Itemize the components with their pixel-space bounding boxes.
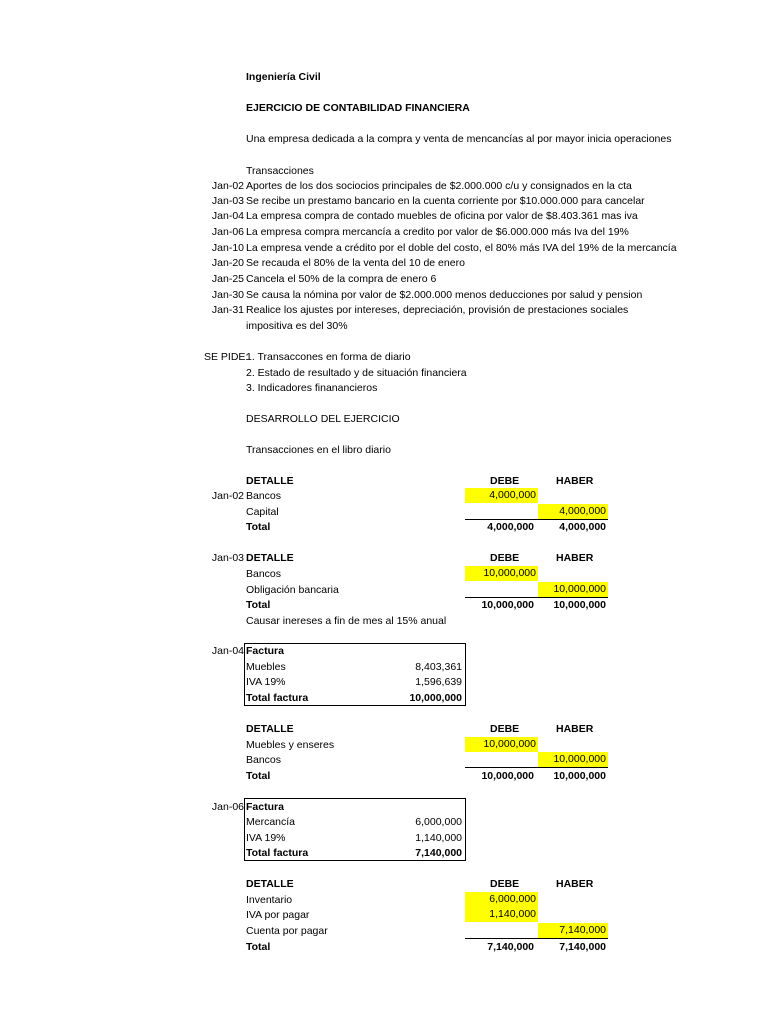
journal-date: Jan-02	[211, 490, 244, 502]
haber-amount: 7,140,000	[538, 923, 608, 938]
haber-amount: 10,000,000	[538, 752, 608, 767]
total-debe: 7,140,000	[487, 941, 534, 953]
desarrollo-heading: DESARROLLO DEL EJERCICIO	[246, 413, 400, 425]
haber-amount: 4,000,000	[538, 504, 608, 519]
tx-text: Aportes de los dos sociocios principales de $2.000.000 c/u y consignados en la cta	[246, 180, 632, 192]
tx-text-cont: impositiva es del 30%	[246, 320, 348, 332]
account-label: Bancos	[246, 490, 282, 502]
transactions-heading: Transacciones	[246, 165, 314, 177]
tx-date: Jan-03	[211, 195, 244, 207]
detalle-header: DETALLE	[246, 878, 294, 890]
account-label: IVA por pagar	[246, 909, 310, 921]
course-title: Ingeniería Civil	[246, 71, 321, 83]
exercise-title: EJERCICIO DE CONTABILIDAD FINANCIERA	[246, 102, 470, 114]
total-debe: 10,000,000	[481, 770, 534, 782]
se-pide-label: SE PIDE:	[204, 351, 249, 363]
total-haber: 10,000,000	[553, 770, 606, 782]
total-label: Total	[246, 941, 271, 953]
factura-title: Factura	[246, 801, 284, 813]
factura-item-label: IVA 19%	[246, 832, 286, 844]
tx-text: Se recibe un prestamo bancario en la cuenta corriente por $10.000.000 para cancelar	[246, 195, 645, 207]
factura-item-label: IVA 19%	[246, 676, 286, 688]
haber-amount: 10,000,000	[538, 582, 608, 597]
intro-text: Una empresa dedicada a la compra y venta de mencancías al por mayor inicia operaciones	[246, 133, 672, 145]
total-debe: 4,000,000	[487, 521, 534, 533]
haber-header: HABER	[556, 878, 594, 890]
journal-note: Causar inereses a fin de mes al 15% anual	[246, 615, 447, 627]
tx-text: Se recauda el 80% de la venta del 10 de enero	[246, 257, 465, 269]
account-label: Obligación bancaria	[246, 584, 339, 596]
account-label: Capital	[246, 506, 279, 518]
haber-header: HABER	[556, 475, 594, 487]
account-label: Cuenta por pagar	[246, 925, 328, 937]
total-haber: 10,000,000	[553, 599, 606, 611]
factura-item-label: Muebles	[246, 661, 286, 673]
debe-header: DEBE	[490, 878, 520, 890]
factura-item-value: 1,140,000	[415, 832, 462, 844]
haber-header: HABER	[556, 723, 594, 735]
factura-total-label: Total factura	[246, 847, 309, 859]
detalle-header: DETALLE	[246, 723, 294, 735]
tx-date: Jan-10	[211, 242, 244, 254]
detalle-header: DETALLE	[246, 552, 294, 564]
account-label: Inventario	[246, 894, 293, 906]
total-label: Total	[246, 770, 271, 782]
se-pide-item: 2. Estado de resultado y de situación financiera	[246, 367, 467, 379]
factura-item-label: Mercancía	[246, 816, 296, 828]
factura-date: Jan-04	[211, 645, 244, 657]
libro-diario-heading: Transacciones en el libro diario	[246, 444, 391, 456]
tx-text: Realice los ajustes por intereses, depreciación, provisión de prestaciones sociales	[246, 304, 629, 316]
tx-text: La empresa compra mercancía a credito por valor de $6.000.000 más Iva del 19%	[246, 226, 629, 238]
debe-amount: 10,000,000	[465, 737, 538, 752]
factura-item-value: 6,000,000	[415, 816, 462, 828]
tx-date: Jan-02	[211, 180, 244, 192]
factura-total-label: Total factura	[246, 692, 309, 704]
tx-date: Jan-04	[211, 210, 244, 222]
tx-text: Se causa la nómina por valor de $2.000.000 menos deducciones por salud y pension	[246, 289, 643, 301]
tx-text: Cancela el 50% de la compra de enero 6	[246, 273, 437, 285]
detalle-header: DETALLE	[246, 475, 294, 487]
total-haber: 4,000,000	[559, 521, 606, 533]
journal-date: Jan-03	[211, 552, 244, 564]
tx-date: Jan-30	[211, 289, 244, 301]
factura-item-value: 8,403,361	[415, 661, 462, 673]
account-label: Muebles y enseres	[246, 739, 335, 751]
se-pide-item: 3. Indicadores finanancieros	[246, 382, 378, 394]
tx-text: La empresa compra de contado muebles de oficina por valor de $8.403.361 mas iva	[246, 210, 638, 222]
debe-header: DEBE	[490, 475, 520, 487]
account-label: Bancos	[246, 568, 282, 580]
tx-date: Jan-25	[211, 273, 244, 285]
factura-title: Factura	[246, 645, 284, 657]
debe-amount: 10,000,000	[465, 566, 538, 581]
total-rule	[465, 767, 608, 768]
debe-amount: 1,140,000	[465, 907, 538, 922]
debe-amount: 4,000,000	[465, 488, 538, 503]
tx-text: La empresa vende a crédito por el doble del costo, el 80% más IVA del 19% de la mercancía	[246, 242, 677, 254]
total-debe: 10,000,000	[481, 599, 534, 611]
tx-date: Jan-06	[211, 226, 244, 238]
debe-header: DEBE	[490, 552, 520, 564]
total-rule	[465, 938, 608, 939]
total-haber: 7,140,000	[559, 941, 606, 953]
haber-header: HABER	[556, 552, 594, 564]
factura-item-value: 1,596,639	[415, 676, 462, 688]
tx-date: Jan-31	[211, 304, 244, 316]
tx-date: Jan-20	[211, 257, 244, 269]
total-label: Total	[246, 521, 271, 533]
debe-header: DEBE	[490, 723, 520, 735]
account-label: Bancos	[246, 754, 282, 766]
se-pide-item: 1. Transaccones en forma de diario	[246, 351, 411, 363]
total-label: Total	[246, 599, 271, 611]
factura-date: Jan-06	[211, 801, 244, 813]
factura-total-value: 7,140,000	[415, 847, 462, 859]
factura-total-value: 10,000,000	[409, 692, 462, 704]
debe-amount: 6,000,000	[465, 892, 538, 907]
